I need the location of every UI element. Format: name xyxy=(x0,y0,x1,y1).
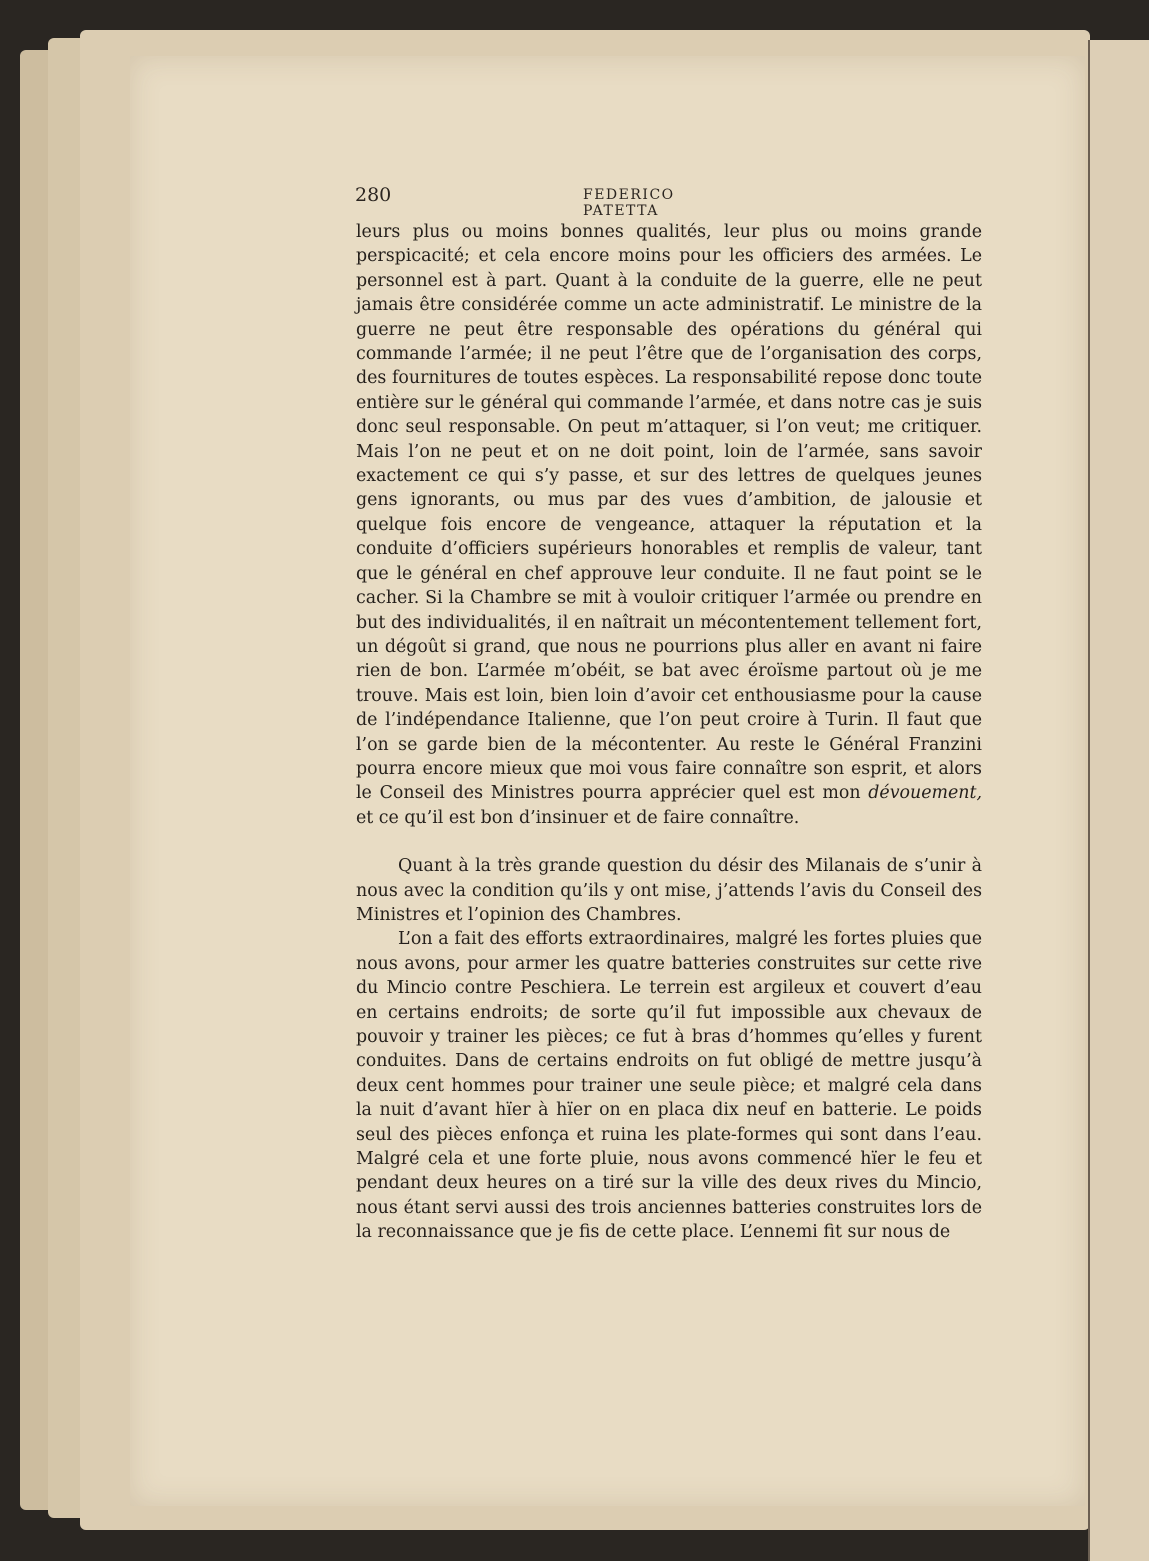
running-head-author: FEDERICO PATETTA xyxy=(583,187,675,219)
paragraph: L’on a fait des efforts extraordinaires, malgré les fortes pluies que nous avons, pour armer les quatre batteries construites sur cette rive du Mincio contre Peschiera. Le terrein est argileux et couvert d’eau en certains endroits; de sorte qu’il fut impossible aux chevaux de pouvoir y trainer les pièces; ce fut à bras d’hommes qu’elles y furent conduites. Dans de certains endroits on fut obligé de mettre jusqu’à deux cent hommes pour trainer une seule pièce; et malgré cela dans la nuit d’avant hïer à hïer on en placa dix neuf en batterie. Le poids seul des pièces enfonça et ruina les plate-formes qui sont dans l’eau. Malgré cela et une forte pluie, nous avons commencé hïer le feu et pendant deux heures on a tiré sur la ville des deux rives du Mincio, nous étant servi aussi des trois anciennes batteries construites lors de la reconnaissance que je fis de cette place. L’ennemi fit sur nous de xyxy=(356,929,982,1243)
page-number: 280 xyxy=(355,184,392,206)
paragraph-text-end: et ce qu’il est bon d’insinuer et de faire connaître. xyxy=(356,807,800,828)
paragraph-continued xyxy=(356,220,982,830)
body-text xyxy=(356,220,982,1245)
book-page xyxy=(130,56,1085,1506)
emphasis-text: dévouement, xyxy=(868,783,983,804)
running-head xyxy=(355,184,755,219)
facing-page-edge xyxy=(1088,40,1149,1561)
paragraph-text: leurs plus ou moins bonnes qualités, leur plus ou moins grande perspicacité; et cela encore moins pour les officiers des armées. Le personnel est à part. Quant à la conduite de la guerre, elle ne peut jamais être considérée comme un acte administratif. Le ministre de la guerre ne peut être responsable des opérations du général qui commande l’armée; il ne peut l’être que de l’organisation des corps, des fournitures de toutes espèces. La responsabilité repose donc toute entière sur le général qui commande l’armée, et dans notre cas je suis donc seul responsable. On peut m’attaquer, si l’on veut; me critiquer. Mais l’on ne peut et on ne doit point, loin de l’armée, sans savoir exactement ce qui s’y passe, et sur des lettres de quelques jeunes gens ignorants, ou mus par des vues d’ambition, de jalousie et quelque fois encore de vengeance, attaquer la réputation et la conduite d’officiers supérieurs honorables et remplis de valeur, tant que le général en chef approuve leur conduite. Il ne faut point se le cacher. Si la Chambre se mit à vouloir critiquer l’armée ou prendre en but des individualités, il en naîtrait un mécontentement tellement fort, un dégoût si grand, que nous ne pourrions plus aller en avant ni faire rien de bon. L’armée m’obéit, se bat avec éroïsme partout où je me trouve. Mais est loin, bien loin d’avoir cet enthousiasme pour la cause de l’indépendance Italienne, que l’on peut croire à Turin. Il faut que l’on se garde bien de la mécontenter. Au reste le Général Franzini pourra encore mieux que moi vous faire connaître son esprit, et alors le Conseil des Ministres pourra apprécier quel est mon xyxy=(356,222,982,804)
paragraph: Quant à la très grande question du désir des Milanais de s’unir à nous avec la condition qu’ils y ont mise, j’attends l’avis du Conseil des Ministres et l’opinion des Chambres. xyxy=(356,856,982,925)
